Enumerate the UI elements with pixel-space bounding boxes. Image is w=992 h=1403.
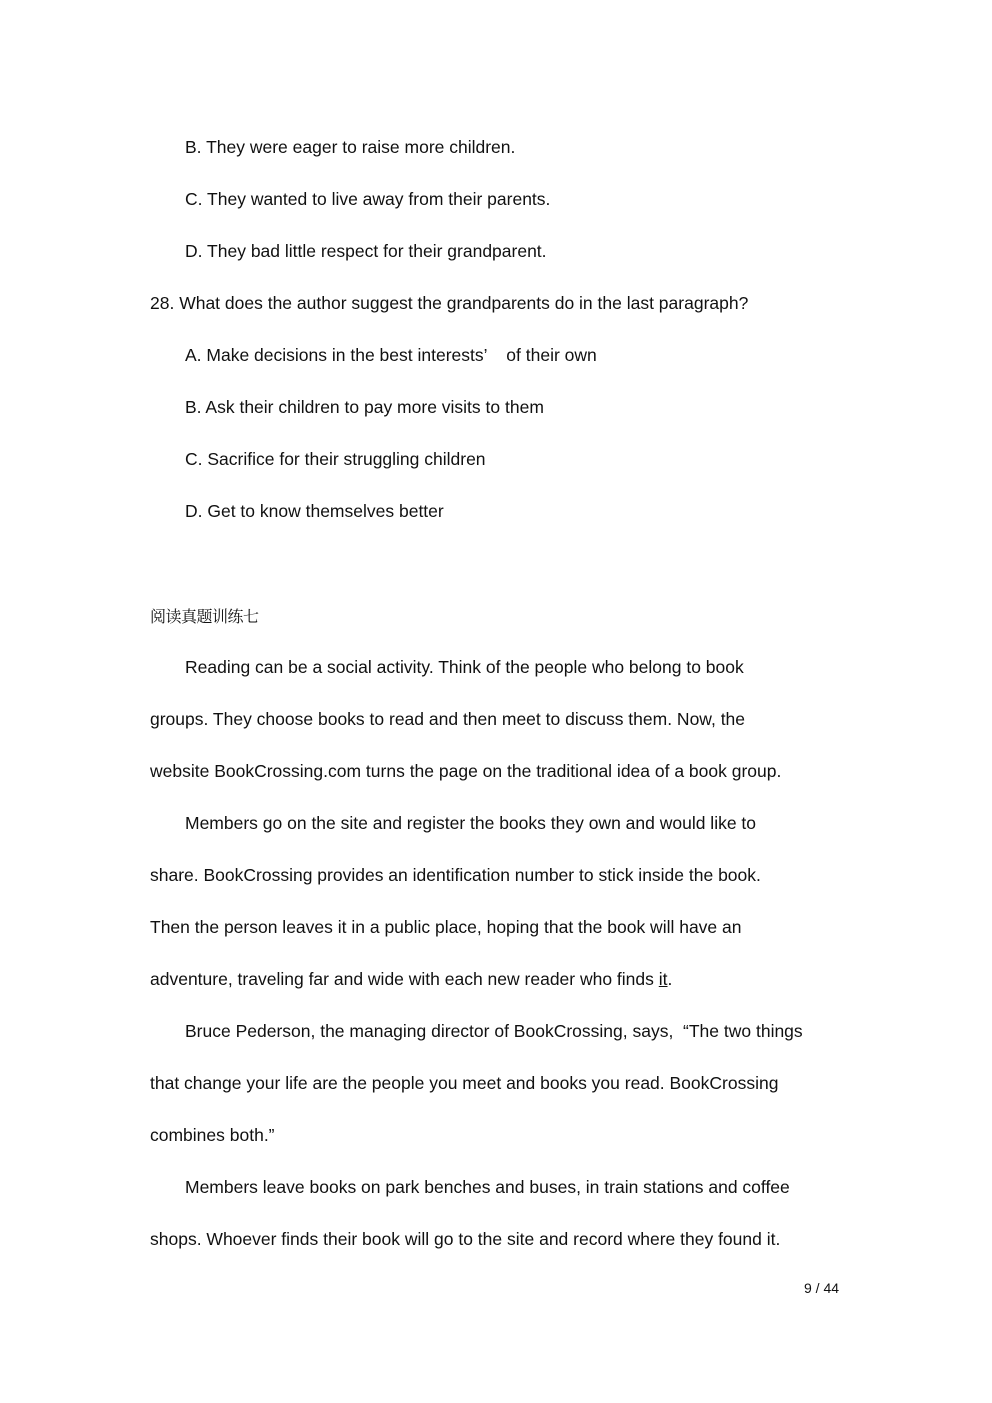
passage-line: website BookCrossing.com turns the page on the traditional idea of a book group. [150, 761, 782, 781]
passage-line: shops. Whoever finds their book will go to the site and record where they found it. [150, 1229, 781, 1249]
page-number: 9 / 44 [804, 1280, 840, 1296]
passage-line: Members go on the site and register the books they own and would like to [185, 813, 757, 833]
underlined-word: it [658, 969, 668, 989]
q28-option-b: B. Ask their children to pay more visits to them [185, 397, 544, 417]
q28-option-d: D. Get to know themselves better [185, 501, 444, 521]
q27-option-c: C. They wanted to live away from their parents. [185, 189, 551, 209]
q28-question: 28. What does the author suggest the grandparents do in the last paragraph? [150, 293, 749, 313]
q27-option-b: B. They were eager to raise more children. [185, 137, 516, 157]
q27-option-d: D. They bad little respect for their grandparent. [185, 241, 547, 261]
line-end-punct: . [667, 969, 673, 989]
passage-line: Members leave books on park benches and buses, in train stations and coffee [185, 1177, 790, 1197]
passage-line-text: adventure, traveling far and wide with each new reader who finds [150, 969, 659, 989]
passage-line: combines both.” [150, 1125, 275, 1145]
passage-line: Then the person leaves it in a public place, hoping that the book will have an [150, 917, 742, 937]
passage-line: Bruce Pederson, the managing director of BookCrossing, says, “The two things [185, 1021, 803, 1041]
passage-line: that change your life are the people you meet and books you read. BookCrossing [150, 1073, 779, 1093]
passage-line: groups. They choose books to read and then meet to discuss them. Now, the [150, 709, 746, 729]
q28-option-c: C. Sacrifice for their struggling children [185, 449, 486, 469]
passage-line-with-underline [150, 968, 672, 990]
passage-line: share. BookCrossing provides an identification number to stick inside the book. [150, 865, 761, 885]
section-title: 阅读真题训练七 [150, 607, 259, 626]
passage-line: Reading can be a social activity. Think of the people who belong to book [185, 657, 744, 677]
q28-option-a: A. Make decisions in the best interests’ of their own [185, 345, 597, 365]
